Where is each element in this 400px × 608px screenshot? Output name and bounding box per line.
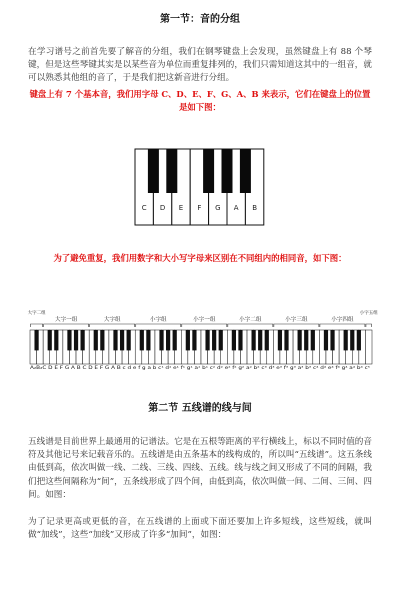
black-key [311, 330, 315, 350]
black-key [127, 330, 131, 350]
black-key [113, 330, 117, 350]
group-bracket [44, 324, 89, 327]
black-key [173, 330, 177, 350]
black-key [212, 330, 216, 350]
key-label: A [233, 204, 239, 212]
group-bracket [136, 324, 181, 327]
full-keyboard-diagram [27, 308, 378, 380]
black-key [350, 330, 354, 350]
section1-paragraph: 在学习谱号之前首先要了解音的分组，我们在钢琴键盘上会发现，虽然键盘上有 88 个琴键，但是这些琴键其实是以某些音为单位而重复排列的，我们只需知道这其中的一组音，就可以熟悉其他组的音了，于是我们把这新音进行分组。 [28, 47, 372, 84]
group-bracket [90, 324, 135, 327]
small-keyboard-diagram [133, 148, 267, 228]
group-bracket [320, 324, 365, 327]
black-key [330, 330, 334, 350]
group-label: 小字组 [149, 317, 167, 323]
key-label: G [215, 204, 221, 212]
group-bracket [182, 324, 227, 327]
key-label: E [178, 204, 184, 212]
section1-title: 第一节：音的分组 [160, 14, 240, 25]
note-letters-row: A₂B₂C D E F G A B C D E F G A B c d e f g a b c¹ d¹ e¹ f¹ g¹ a¹ b¹ c² d² e² f² g² a² b² c³ d³ e³ f³ g³ a³ b³ c⁴ d⁴ e⁴ f⁴ g⁴ a⁴ b⁴ c⁵ [30, 365, 371, 370]
section2-paragraph2: 为了记录更高或更低的音，在五线谱的上面或下面还要加上许多短线，这些短线，就叫做“加线”，这些“加线”又形成了许多“加间”，如图： [28, 517, 372, 541]
black-key [100, 330, 104, 350]
group-label: 小字一组 [193, 317, 216, 323]
group-bracket [274, 324, 319, 327]
black-key [240, 149, 251, 193]
black-key [284, 330, 288, 350]
black-key [54, 330, 58, 350]
black-key [186, 330, 190, 350]
black-key [258, 330, 262, 350]
black-key [146, 330, 150, 350]
black-key [148, 149, 159, 193]
black-key [67, 330, 71, 350]
black-key [120, 330, 124, 350]
key-label: C [141, 204, 147, 212]
black-key [232, 330, 236, 350]
black-key [48, 330, 52, 350]
black-key [219, 330, 223, 350]
black-key [252, 330, 256, 350]
black-key [222, 149, 233, 193]
white-key [365, 330, 372, 364]
group-label: 小字三组 [285, 317, 308, 323]
group-bracket [31, 324, 43, 327]
group-label: 大字组 [103, 317, 121, 323]
group-label: 小字五组 [359, 311, 378, 316]
black-key [192, 330, 196, 350]
black-key [166, 149, 177, 193]
black-key [159, 330, 163, 350]
group-bracket [366, 324, 372, 327]
black-key [324, 330, 328, 350]
black-key [166, 330, 170, 350]
group-label: 大字二组 [27, 311, 46, 316]
black-key [34, 330, 38, 350]
octave-group-note: 为了避免重复，我们用数字和大小写字母来区别在不同组内的相同音，如下图： [53, 253, 347, 263]
group-label: 小字二组 [239, 317, 262, 323]
black-key [265, 330, 269, 350]
section2-paragraph1: 五线谱是目前世界上最通用的记谱法。它是在五根等距离的平行横线上，标以不同时值的音符及其他记号来记载音乐的。五线谱是由五条基本的线构成的，所以叫“五线谱”。这五条线由低到高，依次叫做一线、二线、三线、四线、五线。线与线之间又形成了不同的间隔，我们把这些间隔称为“间”，五条线形成了四个间，由低到高，依次叫做一间、二间、三间、四间。如图： [28, 437, 372, 500]
black-key [304, 330, 308, 350]
group-bracket [228, 324, 273, 327]
key-label: F [197, 204, 202, 212]
black-key [81, 330, 85, 350]
black-key [205, 330, 209, 350]
basic-notes-note: 键盘上有 7 个基本音，我们用字母 C、D、E、F、G、A、B 来表示，它们在键盘上的位置是如下图： [29, 89, 371, 112]
key-label: B [252, 204, 258, 212]
black-key [94, 330, 98, 350]
black-key [344, 330, 348, 350]
black-key [203, 149, 214, 193]
black-key [278, 330, 282, 350]
black-key [140, 330, 144, 350]
group-label: 小字四组 [331, 317, 354, 323]
black-key [74, 330, 78, 350]
section2-title: 第二节 五线谱的线与间 [148, 403, 252, 414]
key-label: D [159, 204, 166, 212]
black-key [298, 330, 302, 350]
black-key [238, 330, 242, 350]
group-label: 大字一组 [54, 317, 78, 323]
black-key [357, 330, 361, 350]
